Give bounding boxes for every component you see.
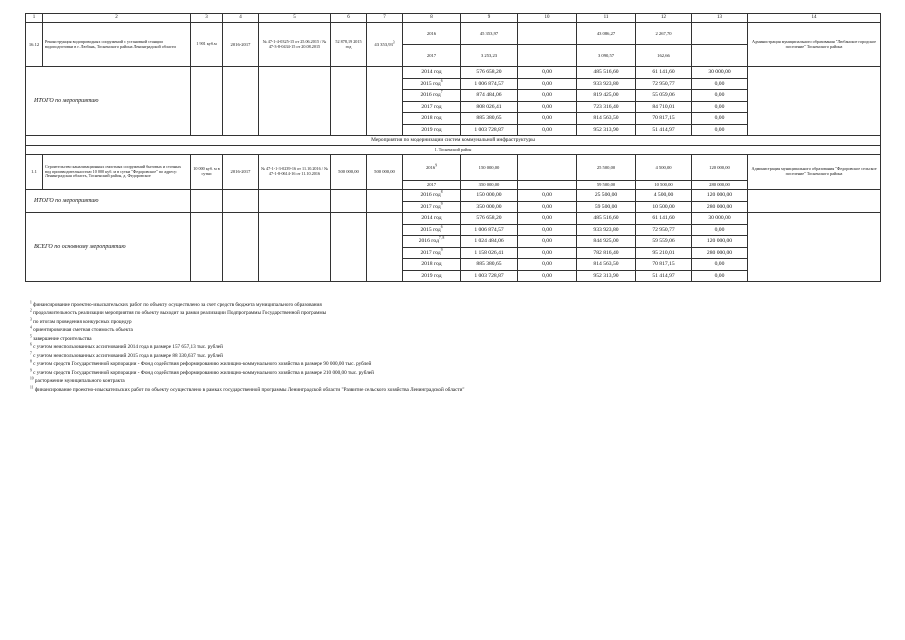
value-cell: 2 267,70 <box>636 23 692 45</box>
year-cell: 2016 год$^7$ <box>403 90 461 102</box>
value-cell: 814 563,50 <box>577 259 636 271</box>
subsection-row <box>26 146 881 155</box>
value-cell: 0,00 <box>518 124 577 136</box>
header-cell: 13 <box>692 14 748 23</box>
year-cell: 2015 год$^6$ <box>403 224 461 236</box>
value-cell: 0,00 <box>518 236 577 248</box>
value-cell: 280 000,00 <box>692 247 748 259</box>
object-cost: 52 878,19 2015 год <box>331 23 367 67</box>
object-limit: 500 000,00 <box>367 155 403 190</box>
year-cell: 2018 год <box>403 259 461 271</box>
value-cell: 808 026,41 <box>461 101 518 113</box>
year-cell: 2016 год$^8$ <box>403 190 461 202</box>
footnotes <box>30 301 870 394</box>
value-cell: 350 000,00 <box>461 201 518 213</box>
value-cell: 25 500,00 <box>577 190 636 202</box>
value-cell: 3 253,23 <box>461 45 518 67</box>
object-limit: 43 353,93$^3$ <box>367 23 403 67</box>
value-cell: 1 003 728,87 <box>461 270 518 282</box>
footnote: $^8$ с учетом средств Государственной корпорации - Фонд содействия реформированию жилищно-коммунального хозяйства в размере 90 000,00 тыс. рублей <box>30 359 372 368</box>
value-cell: 350 000,00 <box>461 181 518 190</box>
object-capacity: 1 901 куб.м <box>191 23 223 67</box>
value-cell: 1 006 874,57 <box>461 78 518 90</box>
value-cell: 952 313,90 <box>577 270 636 282</box>
footnote: $^3$ по итогам проведения конкурсных процедур <box>30 317 132 325</box>
object-cost: 500 000,00 <box>331 155 367 190</box>
value-cell: 51 414,97 <box>636 124 692 136</box>
value-cell: 933 923,80 <box>577 224 636 236</box>
year-cell: 2016 <box>403 23 461 45</box>
value-cell: 0,00 <box>518 190 577 202</box>
value-cell: 55 059,06 <box>636 90 692 102</box>
footnote: $^5$ завершение строительства <box>30 334 92 342</box>
itogo-label: ИТОГО по мероприятию <box>26 190 191 213</box>
header-cell: 1 <box>26 14 43 23</box>
value-cell: 70 817,15 <box>636 113 692 125</box>
object-capacity: 10 000 куб. м в сутки <box>191 155 223 190</box>
header-cell: 10 <box>518 14 577 23</box>
value-cell: 0,00 <box>518 113 577 125</box>
value-cell <box>518 45 577 67</box>
value-cell: 1 024 484,06 <box>461 236 518 248</box>
value-cell: 0,00 <box>518 224 577 236</box>
year-cell: 2016 год$^{7, 8}$ <box>403 236 461 248</box>
value-cell: 3 090,57 <box>577 45 636 67</box>
itogo-row <box>26 67 881 79</box>
value-cell: 30 000,00 <box>692 213 748 225</box>
value-cell: 120 000,00 <box>692 190 748 202</box>
value-cell: 0,00 <box>518 259 577 271</box>
value-cell: 150 000,00 <box>461 190 518 202</box>
value-cell: 280 000,00 <box>692 181 748 190</box>
value-cell: 30 000,00 <box>692 67 748 79</box>
year-cell: 2017 год$^9$ <box>403 201 461 213</box>
year-cell: 2017 <box>403 181 461 190</box>
value-cell: 10 500,00 <box>636 201 692 213</box>
year-cell: 2014 год <box>403 67 461 79</box>
header-cell: 9 <box>461 14 518 23</box>
value-cell: 25 500,00 <box>577 155 636 181</box>
footnote: $^1$ финансирование проектно-изыскательских работ по объекту осуществлено за счет средств бюджета муниципального образования <box>30 300 322 308</box>
value-cell: 485 516,60 <box>577 67 636 79</box>
object-expertise: № 47-1-4-0325-15 от 25.06.2015 / № 47-3-8-0434-15 от 20.08.2015 <box>259 23 331 67</box>
value-cell: 4 500,00 <box>636 155 692 181</box>
year-cell: 2017 <box>403 45 461 67</box>
value-cell: 45 353,97 <box>461 23 518 45</box>
value-cell: 120 000,00 <box>692 155 748 181</box>
value-cell: 0,00 <box>518 213 577 225</box>
value-cell: 0,00 <box>692 90 748 102</box>
object-name: Строительство канализационных очистных сооружений бытовых и сточных вод производительностью 10 000 куб. м в сутки "Федоровское" по адресу: Ленинградская область, Тосненский район, д. Федоровское <box>43 155 191 190</box>
value-cell: 576 658,20 <box>461 213 518 225</box>
value-cell <box>518 155 577 181</box>
header-cell: 8 <box>403 14 461 23</box>
year-cell: 2017 год$^9$ <box>403 247 461 259</box>
value-cell: 0,00 <box>518 78 577 90</box>
footnote: $^9$ с учетом средств Государственной корпорации - Фонд содействия реформированию жилищно-коммунального хозяйства в размере 210 000,00 тыс. рублей <box>30 367 374 376</box>
row-number: 16.12 <box>26 23 43 67</box>
value-cell: 70 817,15 <box>636 259 692 271</box>
value-cell: 59 500,00 <box>577 181 636 190</box>
value-cell: 1 158 026,41 <box>461 247 518 259</box>
value-cell: 120 000,00 <box>692 236 748 248</box>
value-cell: 0,00 <box>692 113 748 125</box>
value-cell: 61 141,60 <box>636 67 692 79</box>
footnote: $^7$ с учетом неиспользованных ассигнований 2015 года в размере 88 330,637 тыс. рублей <box>30 350 223 359</box>
value-cell: 885 380,65 <box>461 259 518 271</box>
footnote: $^4$ ориентировочная сметная стоимость объекта <box>30 325 133 334</box>
value-cell: 0,00 <box>518 247 577 259</box>
header-cell: 11 <box>577 14 636 23</box>
table-row <box>26 23 881 45</box>
value-cell: 844 925,00 <box>577 236 636 248</box>
value-cell: 952 313,90 <box>577 124 636 136</box>
itogo-row <box>26 190 881 202</box>
value-cell: 0,00 <box>692 224 748 236</box>
value-cell: 0,00 <box>692 270 748 282</box>
row-number: 1.1 <box>26 155 43 190</box>
footnote: $^2$ продолжительность реализации мероприятия по объекту выходит за рамки реализации Подпрограммы Государственной программы <box>30 308 327 317</box>
value-cell <box>692 23 748 45</box>
value-cell: 4 500,00 <box>636 190 692 202</box>
value-cell: 0,00 <box>518 101 577 113</box>
year-cell: 2016$^9$ <box>403 155 461 181</box>
header-cell: 6 <box>331 14 367 23</box>
footnote: $^{11}$ финансирование проектно-изыскательских работ по объекту осуществлено в рамках государственной программы Ленинградской области "Развитие сельского хозяйства Ленинградской области" <box>30 384 465 393</box>
value-cell: 874 484,06 <box>461 90 518 102</box>
object-period: 2016-2017 <box>223 155 259 190</box>
header-cell: 4 <box>223 14 259 23</box>
value-cell: 814 563,50 <box>577 113 636 125</box>
year-cell: 2019 год <box>403 270 461 282</box>
value-cell: 162,66 <box>636 45 692 67</box>
year-cell: 2014 год <box>403 213 461 225</box>
value-cell: 0,00 <box>692 101 748 113</box>
value-cell: 0,00 <box>692 259 748 271</box>
value-cell: 576 658,20 <box>461 67 518 79</box>
value-cell: 59 500,00 <box>577 201 636 213</box>
year-cell: 2015 год$^6$ <box>403 78 461 90</box>
value-cell: 51 414,97 <box>636 270 692 282</box>
section-title: Мероприятия по модернизации систем коммунальной инфраструктуры <box>26 136 881 146</box>
value-cell: 782 816,40 <box>577 247 636 259</box>
value-cell: 10 500,00 <box>636 181 692 190</box>
header-cell: 5 <box>259 14 331 23</box>
vsego-label: ВСЕГО по основному мероприятию <box>26 213 191 282</box>
vsego-row <box>26 213 881 225</box>
value-cell: 95 210,01 <box>636 247 692 259</box>
value-cell: 0,00 <box>518 201 577 213</box>
value-cell: 59 559,06 <box>636 236 692 248</box>
value-cell: 72 950,77 <box>636 78 692 90</box>
footnote: $^6$ с учетом неиспользованных ассигнований 2014 года в размере 157 657,13 тыс. рублей <box>30 342 223 351</box>
itogo-label: ИТОГО по мероприятию <box>26 67 191 136</box>
value-cell: 819 425,00 <box>577 90 636 102</box>
year-cell: 2017 год <box>403 101 461 113</box>
section-row <box>26 136 881 146</box>
year-cell: 2018 год <box>403 113 461 125</box>
value-cell: 933 923,80 <box>577 78 636 90</box>
value-cell <box>692 45 748 67</box>
document-sheet <box>25 13 880 282</box>
header-cell: 14 <box>748 14 881 23</box>
header-row <box>26 14 881 23</box>
value-cell: 885 380,65 <box>461 113 518 125</box>
table-row <box>26 155 881 181</box>
header-cell: 2 <box>43 14 191 23</box>
value-cell: 84 710,01 <box>636 101 692 113</box>
value-cell <box>518 23 577 45</box>
value-cell: 1 006 874,57 <box>461 224 518 236</box>
value-cell: 0,00 <box>692 78 748 90</box>
value-cell: 150 000,00 <box>461 155 518 181</box>
value-cell: 0,00 <box>692 124 748 136</box>
budget-table <box>25 13 881 282</box>
value-cell: 280 000,00 <box>692 201 748 213</box>
subsection-title: 1. Тосненский район <box>26 146 881 155</box>
year-cell: 2019 год <box>403 124 461 136</box>
customer-cell: Администрация муниципального образования "Федоровское сельское поселение" Тосненского района <box>748 155 881 190</box>
value-cell: 1 003 728,87 <box>461 124 518 136</box>
footnote: $^{10}$ расторжение муниципального контракта <box>30 376 125 385</box>
value-cell: 0,00 <box>518 270 577 282</box>
object-period: 2016-2017 <box>223 23 259 67</box>
object-expertise: № 47-1-1-3-0239-16 от 11.10.2016 / № 47-1-8-0614-16 от 11.10.2016 <box>259 155 331 190</box>
header-cell: 3 <box>191 14 223 23</box>
value-cell: 43 086,27 <box>577 23 636 45</box>
value-cell: 61 141,60 <box>636 213 692 225</box>
header-cell: 7 <box>367 14 403 23</box>
value-cell: 0,00 <box>518 90 577 102</box>
value-cell: 485 516,60 <box>577 213 636 225</box>
customer-cell: Администрация муниципального образования "Любанское городское поселение" Тосненского района <box>748 23 881 67</box>
value-cell: 723 316,40 <box>577 101 636 113</box>
object-name: Реконструкция водопроводных сооружений с установкой станции водоподготовки в г. Любань, Тосненского района Ленинградской области <box>43 23 191 67</box>
header-cell: 12 <box>636 14 692 23</box>
value-cell <box>518 181 577 190</box>
value-cell: 0,00 <box>518 67 577 79</box>
value-cell: 72 950,77 <box>636 224 692 236</box>
